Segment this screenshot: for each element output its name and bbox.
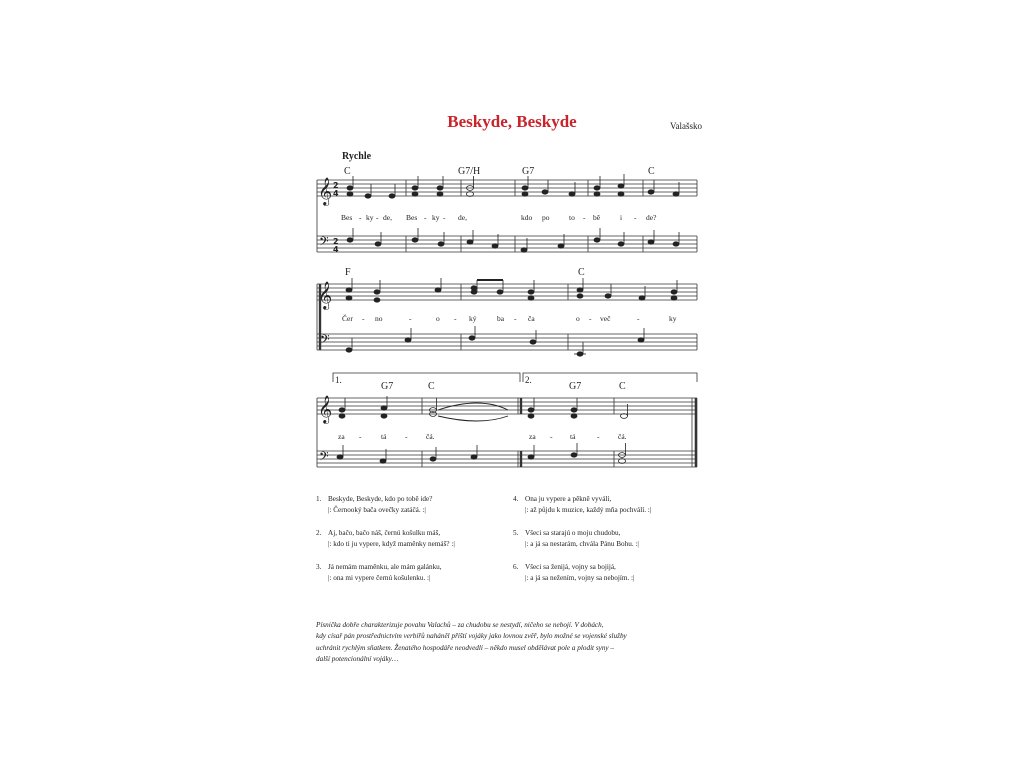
lyric-syllable: ký bbox=[469, 314, 477, 323]
lyric-syllable: - bbox=[409, 314, 412, 323]
lyric-syllable: - bbox=[550, 432, 553, 441]
verse-number: 2. bbox=[316, 529, 322, 537]
lyric-syllable: - bbox=[405, 432, 408, 441]
bass-clef-icon: 𝄢 bbox=[320, 332, 330, 350]
chord-symbol: C bbox=[344, 166, 351, 177]
lyric-syllable: - bbox=[583, 213, 586, 222]
lyric-syllable: čá. bbox=[426, 432, 435, 441]
lyric-syllable: de? bbox=[646, 213, 657, 222]
song-commentary bbox=[316, 620, 676, 666]
svg-text:2: 2 bbox=[333, 181, 339, 190]
lyric-syllable: - bbox=[359, 432, 362, 441]
lyric-syllable: - bbox=[359, 213, 362, 222]
verse bbox=[513, 562, 688, 584]
lyric-syllable: kdo bbox=[521, 213, 533, 222]
lyric-syllable: o bbox=[576, 314, 580, 323]
song-title: Beskyde, Beskyde bbox=[447, 112, 577, 131]
chord-symbol: G7 bbox=[522, 166, 535, 177]
treble-clef-icon: 𝄞 bbox=[318, 177, 333, 205]
lyric-syllable: za bbox=[529, 432, 536, 441]
treble-clef-icon: 𝄞 bbox=[318, 395, 333, 423]
volta-second: 2. bbox=[525, 375, 532, 385]
commentary-line: Písnička dobře charakterizuje povahu Valachů – za chudobu se nestydí, ničeho se nebojí. V dobách, bbox=[316, 621, 604, 629]
tempo-marking: Rychle bbox=[342, 151, 372, 162]
verse-number: 5. bbox=[513, 529, 519, 537]
lyric-syllable: ky bbox=[432, 213, 440, 222]
verse-line: Všeci sa starajú o moju chudobu, bbox=[525, 529, 621, 537]
chord-symbol: C bbox=[578, 267, 585, 278]
verse-line: Všeci sa ženijá, vojny sa bojijá, bbox=[525, 563, 616, 571]
treble-staff bbox=[317, 180, 697, 196]
chord-symbol: C bbox=[428, 381, 435, 392]
chord-symbol: G7 bbox=[381, 381, 394, 392]
bass-clef-icon: 𝄢 bbox=[319, 449, 329, 467]
notes-system-1 bbox=[347, 174, 679, 252]
lyric-syllable: za bbox=[338, 432, 345, 441]
chord-symbol: C bbox=[648, 166, 655, 177]
svg-text:2: 2 bbox=[333, 237, 339, 246]
commentary-line: uchránit rychlým sňatkem. Ženatého hospodáře neodvedli – někdo musel obdělávat pole a plodit syny – bbox=[316, 643, 615, 652]
svg-text:4: 4 bbox=[333, 245, 339, 254]
verse bbox=[316, 528, 496, 550]
bass-staff bbox=[317, 236, 697, 252]
lyric-syllable: o bbox=[436, 314, 440, 323]
verse-number: 6. bbox=[513, 563, 519, 571]
lyric-syllable: - bbox=[589, 314, 592, 323]
verse-line: |: kdo ti ju vypere, když maměnky nemáš? :| bbox=[328, 540, 455, 548]
verse-number: 3. bbox=[316, 563, 322, 571]
verse-line: |: až půjdu k muzice, každý mňa pochválí. :| bbox=[525, 506, 652, 514]
lyric-syllable: - bbox=[514, 314, 517, 323]
verse bbox=[316, 562, 496, 584]
lyric-syllable: - bbox=[443, 213, 446, 222]
lyric-syllable: de, bbox=[458, 213, 467, 222]
lyric-syllable: - bbox=[637, 314, 640, 323]
lyric-syllable: Bes bbox=[341, 213, 353, 222]
treble-clef-icon: 𝄞 bbox=[318, 281, 333, 309]
lyric-syllable: - bbox=[597, 432, 600, 441]
lyric-syllable: več bbox=[600, 314, 611, 323]
lyric-syllable: - bbox=[376, 213, 379, 222]
lyric-syllable: - bbox=[424, 213, 427, 222]
verses-left bbox=[316, 494, 496, 596]
chord-symbol: G7 bbox=[569, 381, 582, 392]
lyric-syllable: tá bbox=[570, 432, 576, 441]
lyric-syllable: Bes bbox=[406, 213, 418, 222]
chord-symbol: G7/H bbox=[458, 166, 481, 177]
commentary-line: další potencionální vojáky… bbox=[316, 655, 399, 664]
lyric-syllable: no bbox=[375, 314, 383, 323]
lyric-syllable: de, bbox=[383, 213, 392, 222]
verse-line: Aj, bačo, bačo náš, černú košulku máš, bbox=[328, 529, 441, 537]
commentary-line: kdy císař pán prostřednictvím verbířů naháněl příští vojáky jako lovnou zvěř, bylo možné se vojenské služby bbox=[316, 632, 627, 641]
verse-line: Já nemám maměnku, ale mám galánku, bbox=[328, 563, 442, 571]
verse bbox=[513, 494, 688, 516]
lyric-syllable: ky bbox=[669, 314, 677, 323]
lyric-syllable: ča bbox=[528, 314, 535, 323]
lyric-syllable: po bbox=[542, 213, 550, 222]
verse-line: Ona ju vypere a pěkně vyválí, bbox=[525, 495, 612, 503]
verse-line: |: ona mi vypere černú košulenku. :| bbox=[328, 574, 431, 582]
chord-symbol: F bbox=[345, 267, 351, 278]
verse-line: |: a já sa nestarám, chvála Pánu Bohu. :| bbox=[525, 540, 639, 548]
svg-text:4: 4 bbox=[333, 189, 339, 198]
verse bbox=[513, 528, 688, 550]
lyric-syllable: ba bbox=[497, 314, 505, 323]
verse-number: 1. bbox=[316, 495, 322, 503]
lyric-syllable: bě bbox=[593, 213, 601, 222]
volta-first: 1. bbox=[335, 375, 342, 385]
verse-line: Beskyde, Beskyde, kdo po tobě ide? bbox=[328, 495, 433, 503]
lyric-syllable: - bbox=[362, 314, 365, 323]
lyric-syllable: - bbox=[454, 314, 457, 323]
lyric-syllable: Čer bbox=[342, 314, 353, 323]
lyric-syllable: i bbox=[620, 213, 623, 222]
lyric-syllable: to bbox=[569, 213, 575, 222]
chord-symbol: C bbox=[619, 381, 626, 392]
verse-line: |: a já sa nežením, vojny sa nebojím. :| bbox=[525, 574, 635, 582]
verse-number: 4. bbox=[513, 495, 519, 503]
verses-right bbox=[513, 494, 688, 596]
region-label: Valašsko bbox=[670, 121, 702, 131]
notes-system-2 bbox=[346, 278, 677, 356]
lyric-syllable: tá bbox=[381, 432, 387, 441]
bass-clef-icon: 𝄢 bbox=[319, 234, 329, 252]
lyric-syllable: čá. bbox=[618, 432, 627, 441]
lyric-syllable: - bbox=[634, 213, 637, 222]
verse-line: |: Černooký bača ovečky zatáčá. :| bbox=[328, 506, 426, 514]
lyric-syllable: ky bbox=[366, 213, 374, 222]
verse bbox=[316, 494, 496, 516]
